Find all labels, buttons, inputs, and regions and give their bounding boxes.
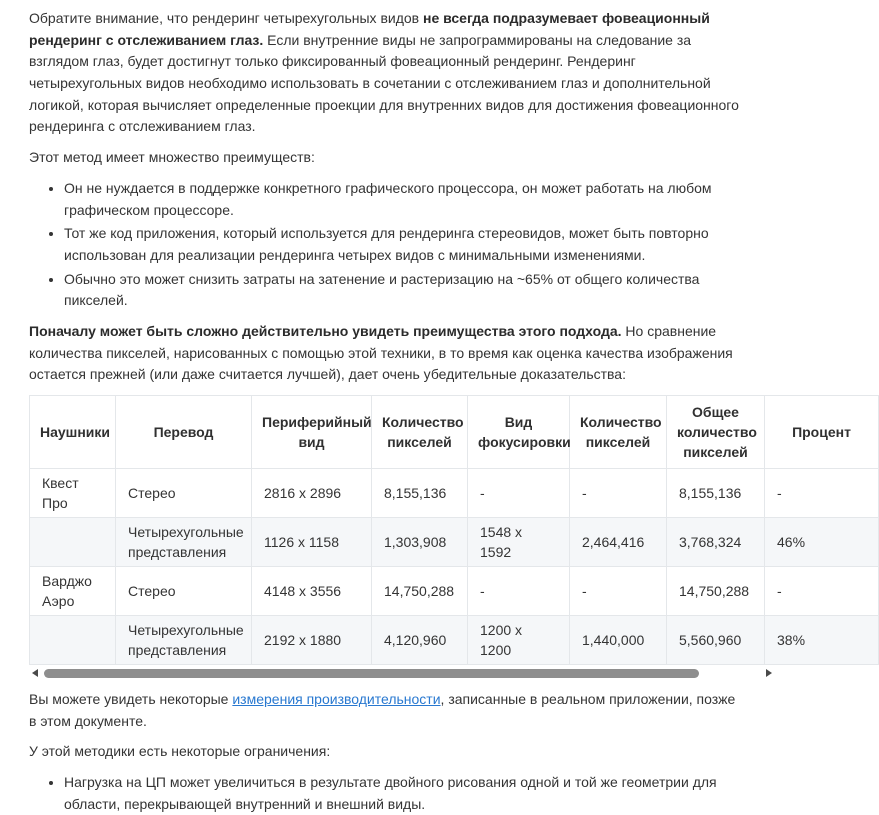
list-item: • Он не нуждается в поддержке конкретного графического процессора, он может работать на любом графическом процессоре. — [64, 178, 744, 221]
table-cell: Четырехугольные представления — [116, 616, 252, 665]
table-header-cell: Перевод — [116, 396, 252, 469]
table-cell — [30, 518, 116, 567]
comparison-paragraph — [29, 321, 744, 386]
scroll-right-icon[interactable] — [766, 669, 772, 677]
table-cell: 46% — [765, 518, 879, 567]
measurements-text-post: , записанные в реальном приложении, позже в этом документе. — [29, 691, 736, 729]
table-header-cell: Количество пикселей — [372, 396, 468, 469]
table-cell: 2192 x 1880 — [252, 616, 372, 665]
table-cell: - — [468, 567, 570, 616]
table-cell: 1126 x 1158 — [252, 518, 372, 567]
scroll-left-icon[interactable] — [32, 669, 38, 677]
list-item: • Обычно это может снизить затраты на затенение и растеризацию на ~65% от общего количества пикселей. — [64, 269, 744, 312]
table-header-row — [30, 396, 879, 469]
intro-text-post: Если внутренние виды не запрограммированы на следование за взглядом глаз, будет достигнут только фиксированный фовеационный рендеринг. Рендеринг четырехугольных видов необходимо использовать в сочетании с отслеживанием глаз и дополнительной логикой, которая вычисляет определенные проекции для внутренних видов для достижения фовеационного рендеринга с отслеживанием глаз. — [29, 31, 739, 135]
table-cell: 8,155,136 — [667, 469, 765, 518]
table-cell: Квест Про — [30, 469, 116, 518]
table-cell: Стерео — [116, 469, 252, 518]
table-cell: 1,440,000 — [570, 616, 667, 665]
table-cell — [30, 616, 116, 665]
table-cell: Стерео — [116, 567, 252, 616]
horizontal-scrollbar[interactable] — [29, 666, 775, 680]
table-cell: - — [570, 469, 667, 518]
pixel-table-container[interactable] — [29, 395, 851, 680]
table-row — [30, 469, 879, 518]
advantages-intro: Этот метод имеет множество преимуществ: — [29, 149, 315, 166]
table-header-cell: Процент — [765, 396, 879, 469]
table-header-cell: Количество пикселей — [570, 396, 667, 469]
list-item: • Тот же код приложения, который используется для рендеринга стереовидов, может быть повторно использован для реализации рендеринга четырех видов с минимальными изменениями. — [64, 223, 744, 266]
comparison-text-bold: Поначалу может быть сложно действительно увидеть преимущества этого подхода. — [29, 322, 622, 339]
table-cell: Варджо Аэро — [30, 567, 116, 616]
performance-measurements-link[interactable]: измерения производительности — [232, 691, 441, 707]
table-cell: 1548 x 1592 — [468, 518, 570, 567]
table-cell: 14,750,288 — [667, 567, 765, 616]
table-cell: 4,120,960 — [372, 616, 468, 665]
table-cell: Четырехугольные представления — [116, 518, 252, 567]
table-cell: 2,464,416 — [570, 518, 667, 567]
measurements-text-pre: Вы можете увидеть некоторые — [29, 691, 233, 707]
table-row — [30, 567, 879, 616]
table-cell: 4148 x 3556 — [252, 567, 372, 616]
list-item: • Нагрузка на ЦП может увеличиться в результате двойного рисования одной и той же геометрии для области, перекрывающей внутренний и внешний виды. — [64, 772, 744, 815]
table-cell: 3,768,324 — [667, 518, 765, 567]
limitations-list — [29, 772, 744, 815]
scrollbar-track[interactable] — [44, 669, 760, 678]
pixel-count-table — [29, 395, 879, 665]
scrollbar-thumb[interactable] — [44, 669, 699, 678]
table-row — [30, 616, 879, 665]
table-cell: 14,750,288 — [372, 567, 468, 616]
table-header-cell: Вид фокусировки — [468, 396, 570, 469]
table-cell: 8,155,136 — [372, 469, 468, 518]
intro-paragraph — [29, 8, 744, 138]
table-header-cell: Общее количество пикселей — [667, 396, 765, 469]
table-cell: 38% — [765, 616, 879, 665]
table-header-cell: Периферийный вид — [252, 396, 372, 469]
table-cell: 2816 x 2896 — [252, 469, 372, 518]
advantages-list — [29, 178, 744, 312]
intro-text-pre: Обратите внимание, что рендеринг четырехугольных видов — [29, 10, 423, 26]
table-cell: 5,560,960 — [667, 616, 765, 665]
table-cell: 1,303,908 — [372, 518, 468, 567]
table-cell: - — [468, 469, 570, 518]
table-cell: 1200 x 1200 — [468, 616, 570, 665]
table-cell: - — [765, 469, 879, 518]
intro-text-bold: не всегда подразумевает фовеационный рендеринг с отслеживанием глаз. — [29, 10, 710, 48]
table-row — [30, 518, 879, 567]
table-cell: - — [570, 567, 667, 616]
table-header-cell: Наушники — [30, 396, 116, 469]
table-cell: - — [765, 567, 879, 616]
measurements-paragraph — [29, 689, 744, 732]
comparison-text-post: Но сравнение количества пикселей, нарисованных с помощью этой техники, в то время как оценка качества изображения остается прежней (или даже считается лучшей), дает очень убедительные доказательства: — [29, 322, 733, 383]
limitations-intro: У этой методики есть некоторые ограничения: — [29, 743, 331, 760]
